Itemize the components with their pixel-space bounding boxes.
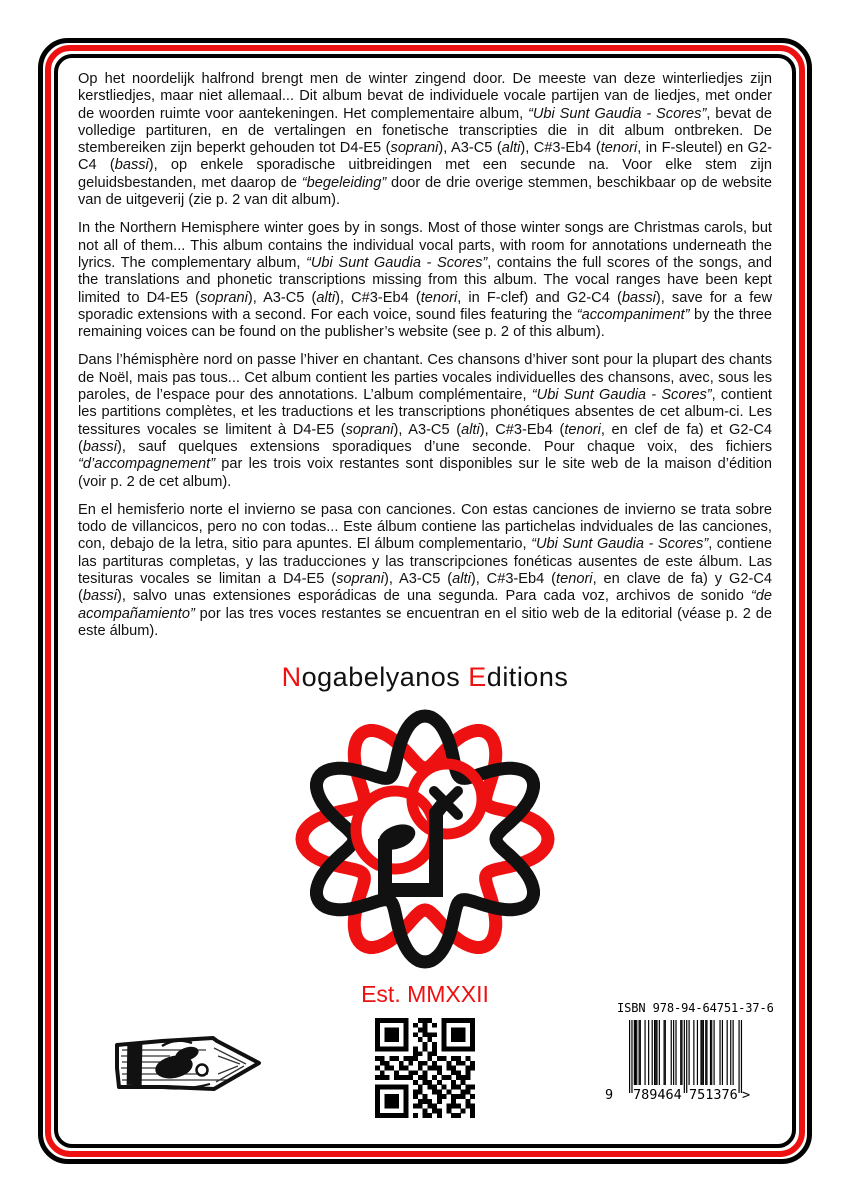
barcode-digit-group2: 751376 (689, 1087, 738, 1103)
isbn-label: ISBN 978-94-64751-37-6 (617, 1001, 774, 1015)
hand-drawn-arrow-stamp-icon (110, 1034, 262, 1094)
paragraph-en: In the Northern Hemisphere winter goes by in songs. Most of those winter songs are Christmas carols, but not all of them... This album contains the individual vocal parts, with room for annotations underneath the lyrics. The complementary album, “Ubi Sunt Gaudia - Scores”, contains the full scores of the songs, and the translations and phonetic transcriptions missing from this album. The vocal ranges have been kept limited to D4-E5 (soprani), A3-C5 (alti), C#3-Eb4 (tenori, in F-clef) and G2-C4 (bassi), save for a few sporadic extensions with a second. For each voice, sound files featuring the “accompaniment” by the three remaining voices can be found on the publisher’s website (see p. 2 of this album). (78, 220, 772, 341)
description-paragraphs (78, 71, 772, 651)
paragraph-fr: Dans l’hémisphère nord on passe l’hiver en chantant. Ces chansons d’hiver sont pour la plupart des chants de Noël, mais pas tous... Cet album contient les parties vocales individuelles des chansons, avec, sous les paroles, de l’espace pour des annotations. L’album complémentaire, “Ubi Sunt Gaudia - Scores”, contient les partitions complètes, et les traductions et les transcriptions phonétiques absentes de cet album-ci. Les tessitures vocales se limitent à D4-E5 (soprani), A3-C5 (alti), C#3-Eb4 (tenori, en clef de fa) et G2-C4 (bassi), sauf quelques extensions sporadiques d’une seconde. Pour chaque voix, des fichiers “d’accompagnement” par les trois voix restantes sont disponibles sur le site web de la maison d’édition (voir p. 2 de cet album). (78, 352, 772, 490)
barcode-digit-left: 9 (605, 1087, 614, 1103)
barcode-end-mark: > (742, 1087, 751, 1103)
publisher-title: Nogabelyanos Editions (281, 662, 569, 692)
barcode-digit-group1: 789464 (633, 1087, 682, 1103)
paragraph-es: En el hemisferio norte el invierno se pasa con canciones. Con estas canciones de invierno se trata sobre todo de villancicos, pero no con todas... Este álbum contiene las partichelas indviduales de las canciones, con, debajo de la letra, sitio para apuntes. El álbum complementario, “Ubi Sunt Gaudia - Scores”, contiene las partituras completas, y las traducciones y las transcripciones fonéticas ausentes de este álbum. Las tesituras vocales se limitan a D4-E5 (soprani), A3-C5 (alti), C#3-Eb4 (tenori, en clave de fa) y G2-C4 (bassi), salvo unas extensiones esporádicas de una segunda. Para cada voz, archivos de sonido “de acompañamiento” por las tres voces restantes se encuentran en el sitio web de la editorial (véase p. 2 de este álbum). (78, 501, 772, 639)
publisher-logo-icon (285, 699, 565, 979)
established-text: Est. MMXXII (361, 981, 489, 1007)
paragraph-nl: Op het noordelijk halfrond brengt men de winter zingend door. De meeste van deze winterliedjes zijn kerstliedjes, maar niet allemaal... Dit album bevat de individuele vocale partijen van de liedjes, met onder de woorden ruimte voor aantekeningen. Het complementaire album, “Ubi Sunt Gaudia - Scores”, bevat de volledige partituren, en de vertalingen en fonetische transcripties die in dit album ontbreken. De stembereiken zijn beperkt gehouden tot D4-E5 (soprani), A3-C5 (alti), C#3-Eb4 (tenori, in F-sleutel) en G2-C4 (bassi), op enkele sporadische uitbreidingen met een secunde na. Voor elke stem zijn geluidsbestanden, met daarop de “begeleiding” door de drie overige stemmen, beschikbaar op de website van de uitgeverij (zie p. 2 van dit album). (78, 71, 773, 209)
isbn-barcode (603, 1003, 775, 1121)
qr-code-icon (375, 1018, 475, 1118)
